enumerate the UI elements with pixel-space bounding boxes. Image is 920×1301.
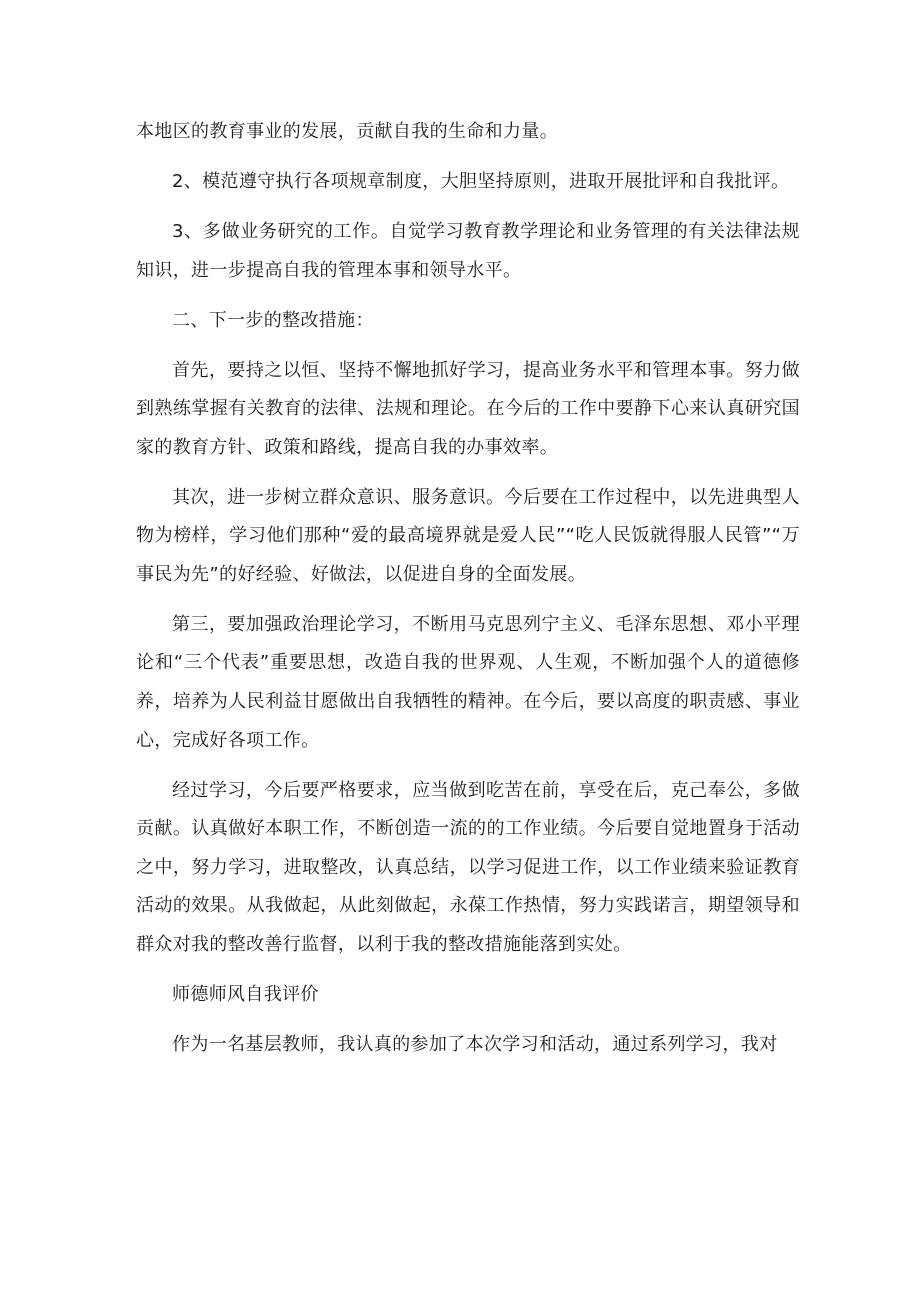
document-body xyxy=(136,113,800,1076)
paragraph-third: 第三，要加强政治理论学习，不断用马克思列宁主义、毛泽东思想、邓小平理论和“三个代表”重要思想，改造自我的世界观、人生观，不断加强个人的道德修养，培养为人民利益甘愿做出自我牺牲的精神。在今后，要以高度的职责感、事业心，完成好各项工作。 xyxy=(136,613,800,751)
paragraph-second: 其次，进一步树立群众意识、服务意识。今后要在工作过程中，以先进典型人物为榜样，学习他们那种“爱的最高境界就是爱人民”“吃人民饭就得服人民管”“万事民为先”的好经验、好做法，以促进自身的全面发展。 xyxy=(136,486,800,585)
paragraph-intro: 作为一名基层教师，我认真的参加了本次学习和活动，通过系列学习，我对 xyxy=(172,1033,778,1055)
paragraph-continuation: 本地区的教育事业的发展，贡献自我的生命和力量。 xyxy=(136,121,559,142)
paragraph-first: 首先，要持之以恒、坚持不懈地抓好学习，提高业务水平和管理本事。努力做到熟练掌握有关教育的法律、法规和理论。在今后的工作中要静下心来认真研究国家的教育方针、政策和路线，提高自我的办事效率。 xyxy=(136,359,800,458)
paragraph-item-3: 3、多做业务研究的工作。自觉学习教育教学理论和业务管理的有关法律法规知识，进一步提高自我的管理本事和领导水平。 xyxy=(136,220,800,281)
section-heading-next-steps: 二、下一步的整改措施： xyxy=(172,309,374,331)
section-title-self-evaluation: 师德师风自我评价 xyxy=(172,984,319,1005)
paragraph-summary: 经过学习，今后要严格要求，应当做到吃苦在前，享受在后，克己奉公，多做贡献。认真做好本职工作，不断创造一流的的工作业绩。今后要自觉地置身于活动之中，努力学习，进取整改，认真总结，以学习促进工作，以工作业绩来验证教育活动的效果。从我做起，从此刻做起，永葆工作热情，努力实践诺言，期望领导和群众对我的整改善行监督，以利于我的整改措施能落到实处。 xyxy=(136,779,800,956)
paragraph-item-2: 2、模范遵守执行各项规章制度，大胆坚持原则，进取开展批评和自我批评。 xyxy=(172,170,790,192)
